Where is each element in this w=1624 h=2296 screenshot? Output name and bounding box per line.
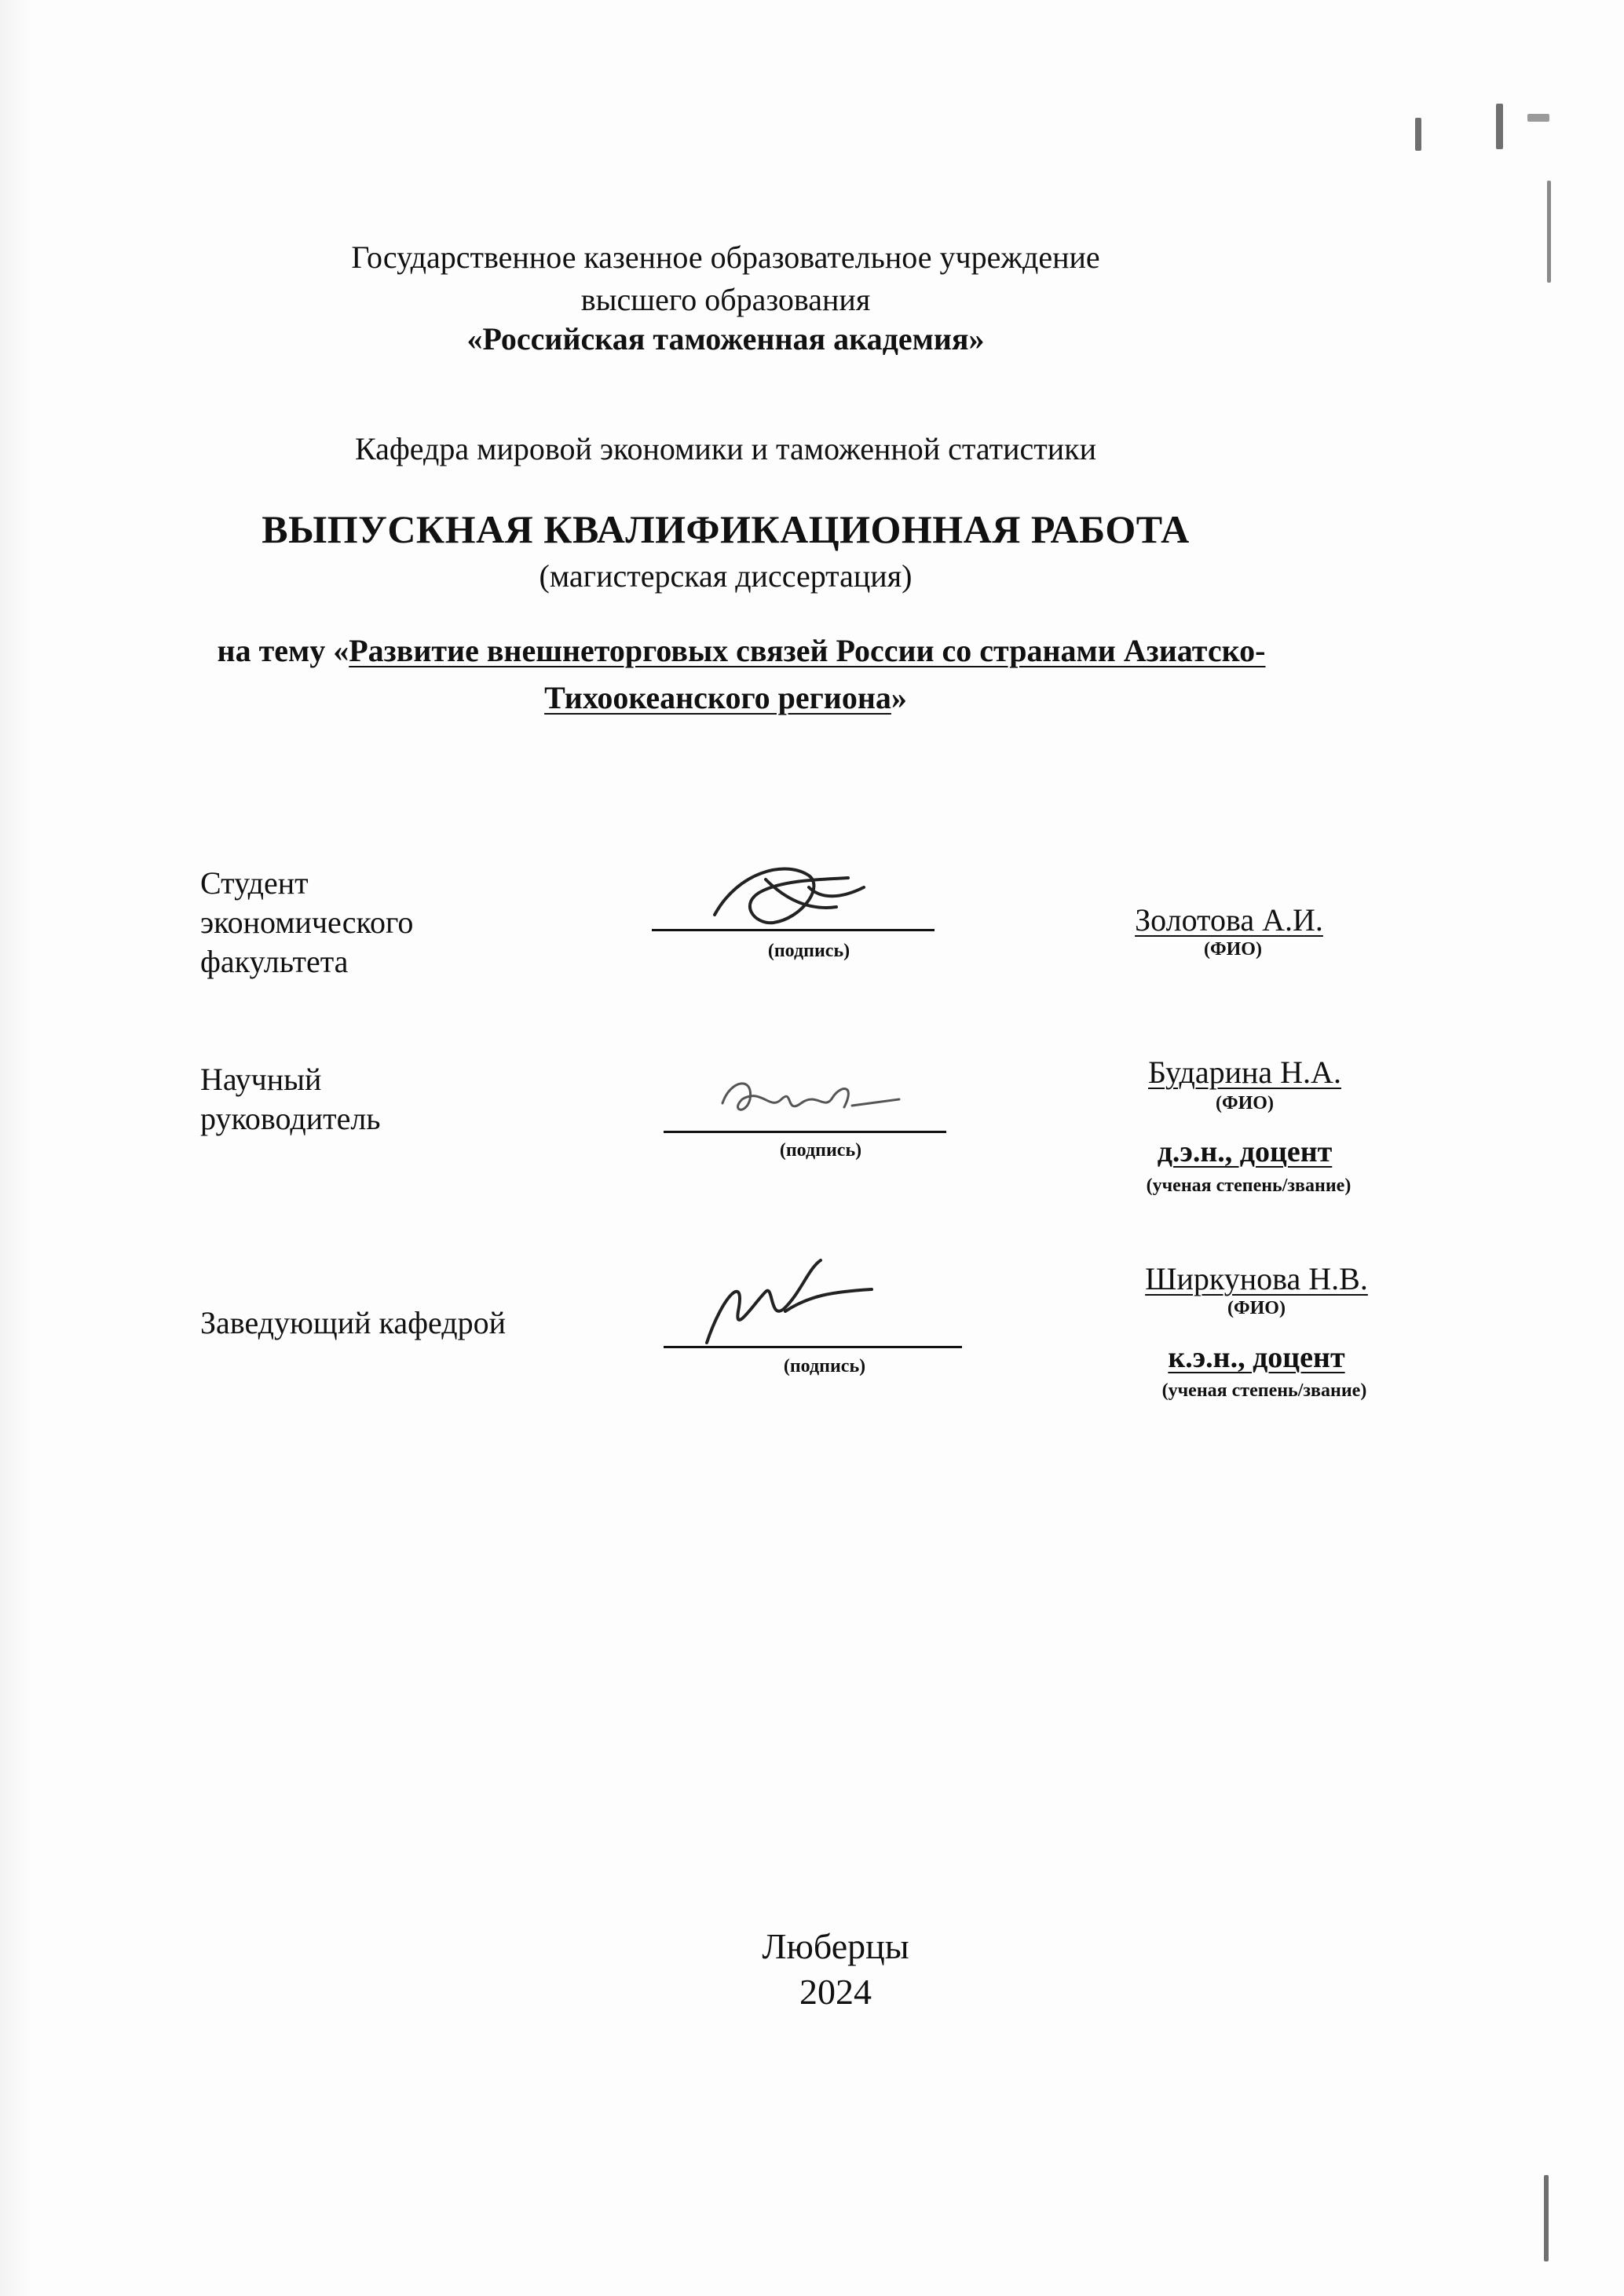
head-signature-caption: (подпись) xyxy=(783,1356,866,1377)
department: Кафедра мировой экономики и таможенной статистики xyxy=(354,431,1096,466)
supervisor-name: Бударина Н.А. xyxy=(1148,1055,1341,1090)
topic-text-part-2: Тихоокеанского региона xyxy=(544,680,891,715)
head-name: Ширкунова Н.В. xyxy=(1145,1261,1368,1296)
scan-artifact-top-right-1 xyxy=(1415,118,1421,151)
head-degree-caption: (ученая степень/звание) xyxy=(1161,1380,1367,1401)
city: Люберцы xyxy=(762,1926,909,1966)
head-role: Заведующий кафедрой xyxy=(200,1305,507,1340)
scan-artifact-top-right-3 xyxy=(1527,114,1549,122)
student-signature-caption: (подпись) xyxy=(767,941,850,961)
topic-suffix: » xyxy=(891,680,907,715)
head-degree: к.э.н., доцент xyxy=(1168,1341,1345,1374)
head-name-caption: (ФИО) xyxy=(1227,1298,1286,1318)
thesis-topic-line-1 xyxy=(0,632,1553,669)
supervisor-name-caption: (ФИО) xyxy=(1216,1093,1274,1113)
scan-artifact-right-edge xyxy=(1547,181,1551,283)
supervisor-signature-caption: (подпись) xyxy=(779,1140,862,1161)
supervisor-degree: д.э.н., доцент xyxy=(1157,1135,1333,1168)
institution-type: Государственное казенное образовательное учреждение xyxy=(351,239,1100,275)
topic-text-part-1: Развитие внешнеторговых связей России со странами Азиатско- xyxy=(349,633,1266,668)
supervisor-signature-line xyxy=(664,1131,946,1133)
student-role: Студент экономического факультета xyxy=(200,865,414,979)
institution-name: «Российская таможенная академия» xyxy=(466,321,985,356)
student-signature-line xyxy=(652,929,935,931)
supervisor-degree-caption: (ученая степень/звание) xyxy=(1146,1175,1352,1196)
year: 2024 xyxy=(799,1972,872,2012)
scan-artifact-top-right-2 xyxy=(1496,104,1503,149)
supervisor-role: Научный руководитель xyxy=(200,1062,381,1136)
supervisor-signature xyxy=(707,1068,911,1139)
scan-artifact-bottom-right xyxy=(1544,2175,1549,2261)
student-name-caption: (ФИО) xyxy=(1204,939,1262,960)
document-subtitle: (магистерская диссертация) xyxy=(539,558,913,594)
topic-prefix: на тему « xyxy=(217,633,349,668)
head-signature-line xyxy=(664,1346,962,1348)
head-signature xyxy=(691,1249,880,1358)
thesis-topic-line-2 xyxy=(0,679,1538,716)
institution-level: высшего образования xyxy=(580,282,871,317)
document-title: ВЫПУСКНАЯ КВАЛИФИКАЦИОННАЯ РАБОТА xyxy=(262,507,1190,551)
student-name: Золотова А.И. xyxy=(1135,902,1323,938)
